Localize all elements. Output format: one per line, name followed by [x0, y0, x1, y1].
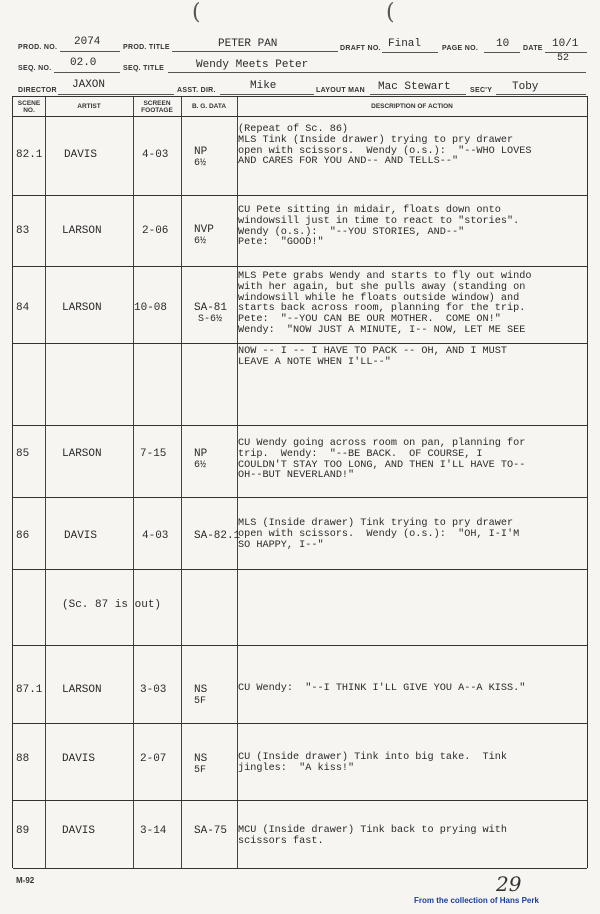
description: (Repeat of Sc. 86) MLS Tink (Inside drawer) trying to pry drawer open with scissors. Wendy (o.s.): "--WHO LOVES AND CARES FOR YOU AND-- AND TELLS--": [238, 124, 532, 168]
artist: DAVIS: [62, 753, 96, 765]
prod-no: 2074: [74, 36, 101, 48]
artist: (Sc. 87 is out): [62, 599, 162, 611]
seq-no: 02.0: [70, 57, 97, 69]
scene-no: 87.1: [16, 684, 43, 696]
footage: 2-06: [142, 225, 169, 237]
bg-data-field: S-6½: [198, 314, 223, 325]
prod-title-label: PROD. TITLE: [123, 44, 170, 51]
artist: LARSON: [62, 225, 102, 237]
secy: Toby: [512, 81, 539, 93]
description: MCU (Inside drawer) Tink back to prying with scissors fast.: [238, 825, 507, 847]
scene-no: 82.1: [16, 149, 43, 161]
seq-title: Wendy Meets Peter: [196, 59, 309, 71]
col-artist-header: ARTIST: [77, 103, 101, 110]
handwritten-page-number: 29: [496, 872, 522, 896]
scene-no: 84: [16, 302, 30, 314]
prod-title: PETER PAN: [218, 38, 278, 50]
description: CU Wendy: "--I THINK I'LL GIVE YOU A--A KISS.": [238, 683, 526, 694]
description: MLS (Inside drawer) Tink trying to pry drawer open with scissors. Wendy (o.s.): "OH, I-I'M SO HAPPY, I--": [238, 518, 520, 551]
bg-data-field: 6½: [194, 158, 207, 169]
scene-no: 85: [16, 448, 30, 460]
scene-no: 83: [16, 225, 30, 237]
page-no-label: PAGE NO.: [442, 45, 479, 52]
asst-dir: Mike: [250, 80, 277, 92]
bg-data: SA-75: [194, 825, 228, 837]
asst-dir-label: ASST. DIR.: [177, 87, 216, 94]
director: JAXON: [72, 79, 106, 91]
date: 10/1: [552, 38, 579, 50]
seq-title-label: SEQ. TITLE: [123, 65, 165, 72]
draft-no: Final: [388, 38, 422, 50]
layout-man: Mac Stewart: [378, 81, 451, 93]
bg-data: NS: [194, 684, 208, 696]
footage: 3-03: [140, 684, 167, 696]
description: NOW -- I -- I HAVE TO PACK -- OH, AND I MUST LEAVE A NOTE WHEN I'LL--": [238, 346, 507, 368]
layout-man-label: LAYOUT MAN: [316, 87, 366, 94]
description: CU Wendy going across room on pan, planning for trip. Wendy: "--BE BACK. OF COURSE, I COULDN'T STAY TOO LONG, AND THEN I'LL HAVE TO-- OH--BUT NEVERLAND!": [238, 438, 526, 482]
footage: 4-03: [142, 530, 169, 542]
bg-data-field: 5F: [194, 696, 207, 707]
date-label: DATE: [523, 45, 543, 52]
col-description-header: DESCRIPTION OF ACTION: [371, 103, 453, 110]
secy-label: SEC'Y: [470, 87, 493, 94]
scene-no: 89: [16, 825, 30, 837]
footage: 3-14: [140, 825, 167, 837]
bg-data: NP: [194, 146, 208, 158]
page-no: 10: [496, 38, 510, 50]
footage: 7-15: [140, 448, 167, 460]
punch-hole-left: (: [192, 0, 201, 25]
artist: DAVIS: [64, 149, 98, 161]
bg-data-field: 6½: [194, 236, 207, 247]
collection-credit: From the collection of Hans Perk: [414, 896, 539, 905]
artist: LARSON: [62, 448, 102, 460]
artist: DAVIS: [64, 530, 98, 542]
form-number: M-92: [16, 876, 35, 885]
artist: LARSON: [62, 302, 102, 314]
bg-data: NP: [194, 448, 208, 460]
draft-no-label: DRAFT NO.: [340, 45, 381, 52]
col-scene-header: SCENE NO.: [17, 100, 41, 114]
description: CU Pete sitting in midair, floats down onto windowsill just in time to react to "stories". Wendy (o.s.): "--YOU STORIES, AND--" Pete: "GOOD!": [238, 205, 520, 249]
col-footage-header: SCREEN FOOTAGE: [141, 100, 173, 114]
bg-data: SA-82.1: [194, 530, 241, 542]
seq-no-label: SEQ. NO.: [18, 65, 52, 72]
director-label: DIRECTOR: [18, 87, 57, 94]
artist: DAVIS: [62, 825, 96, 837]
scene-no: 88: [16, 753, 30, 765]
bg-data-field: 5F: [194, 765, 207, 776]
punch-hole-right: (: [386, 0, 395, 25]
col-bg-header: B. G. DATA: [191, 103, 227, 110]
description: MLS Pete grabs Wendy and starts to fly out windo with her again, but she pulls away (standing on windowsill while he floats outside window) and starts back across room, planning for the trip. Pete: "--YOU CAN BE OUR MOTHER. COME ON!" Wendy: "NOW JUST A MINUTE, I-- NOW, LET ME SEE: [238, 271, 532, 336]
footage: 10-08: [134, 302, 168, 314]
page-extra: 52: [557, 53, 570, 64]
footage: 2-07: [140, 753, 167, 765]
bg-data: NS: [194, 753, 208, 765]
footage: 4-03: [142, 149, 169, 161]
bg-data: NVP: [194, 224, 214, 236]
scene-no: 86: [16, 530, 30, 542]
prod-no-label: PROD. NO.: [18, 44, 58, 51]
description: CU (Inside drawer) Tink into big take. Tink jingles: "A kiss!": [238, 752, 507, 774]
bg-data: SA-81: [194, 302, 228, 314]
artist: LARSON: [62, 684, 102, 696]
bg-data-field: 6½: [194, 460, 207, 471]
